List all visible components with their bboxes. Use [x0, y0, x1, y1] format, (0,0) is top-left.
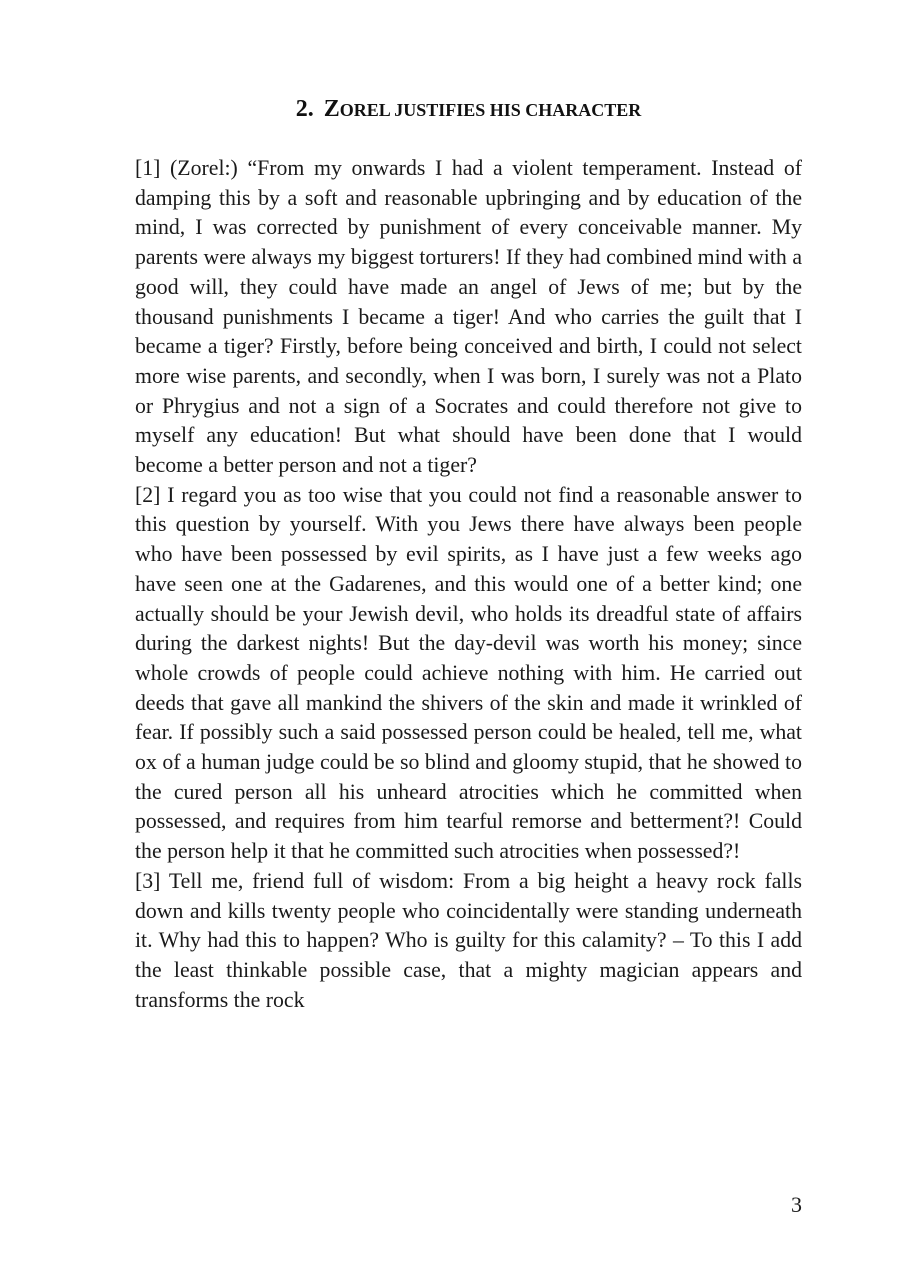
chapter-title-initial: Z — [323, 96, 340, 122]
page-number: 3 — [791, 1192, 802, 1217]
chapter-number: 2. — [295, 96, 314, 122]
paragraph-2: [2] I regard you as too wise that you could not find a reasonable answer to this question by yourself. With you Jews there have always been people who have been possessed by evil spirits, as I have just a few weeks ago have seen one at the Gadarenes, and this would one of a better kind; one actually should be your Jewish devil, who holds its dreadful state of affairs during the darkest nights! But the day-devil was worth his money; since whole crowds of people could achieve nothing with him. He carried out deeds that gave all mankind the shivers of the skin and made it wrinkled of fear. If possibly such a said possessed person could be healed, tell me, what ox of a human judge could be so blind and gloomy stupid, that he showed to the cured person all his unheard atrocities which he committed when possessed, and requires from him tearful remorse and betterment?! Could the person help it that he committed such atrocities when possessed?! — [135, 482, 802, 864]
chapter-title — [135, 92, 802, 127]
paragraph-3: [3] Tell me, friend full of wisdom: From a big height a heavy rock falls down and kills twenty people who coincidentally were standing underneath it. Why had this to happen? Who is guilty for this calamity? – To this I add the least thinkable possible case, that a mighty magician appears and transforms the rock — [135, 868, 802, 1012]
chapter-title-text: OREL JUSTIFIES HIS CHARACTER — [339, 100, 642, 120]
body-text — [135, 154, 802, 1015]
paragraph-1: [1] (Zorel:) “From my onwards I had a violent temperament. Instead of damping this by a soft and reasonable upbringing and by education of the mind, I was corrected by punishment of every conceivable manner. My parents were always my biggest torturers! If they had combined mind with a good will, they could have made an angel of Jews of me; but by the thousand punishments I became a tiger! And who carries the guilt that I became a tiger? Firstly, before being conceived and birth, I could not select more wise parents, and secondly, when I was born, I surely was not a Plato or Phrygius and not a sign of a Socrates and could therefore not give to myself any education! But what should have been done that I would become a better person and not a tiger? — [135, 156, 802, 478]
document-page — [135, 0, 802, 1280]
